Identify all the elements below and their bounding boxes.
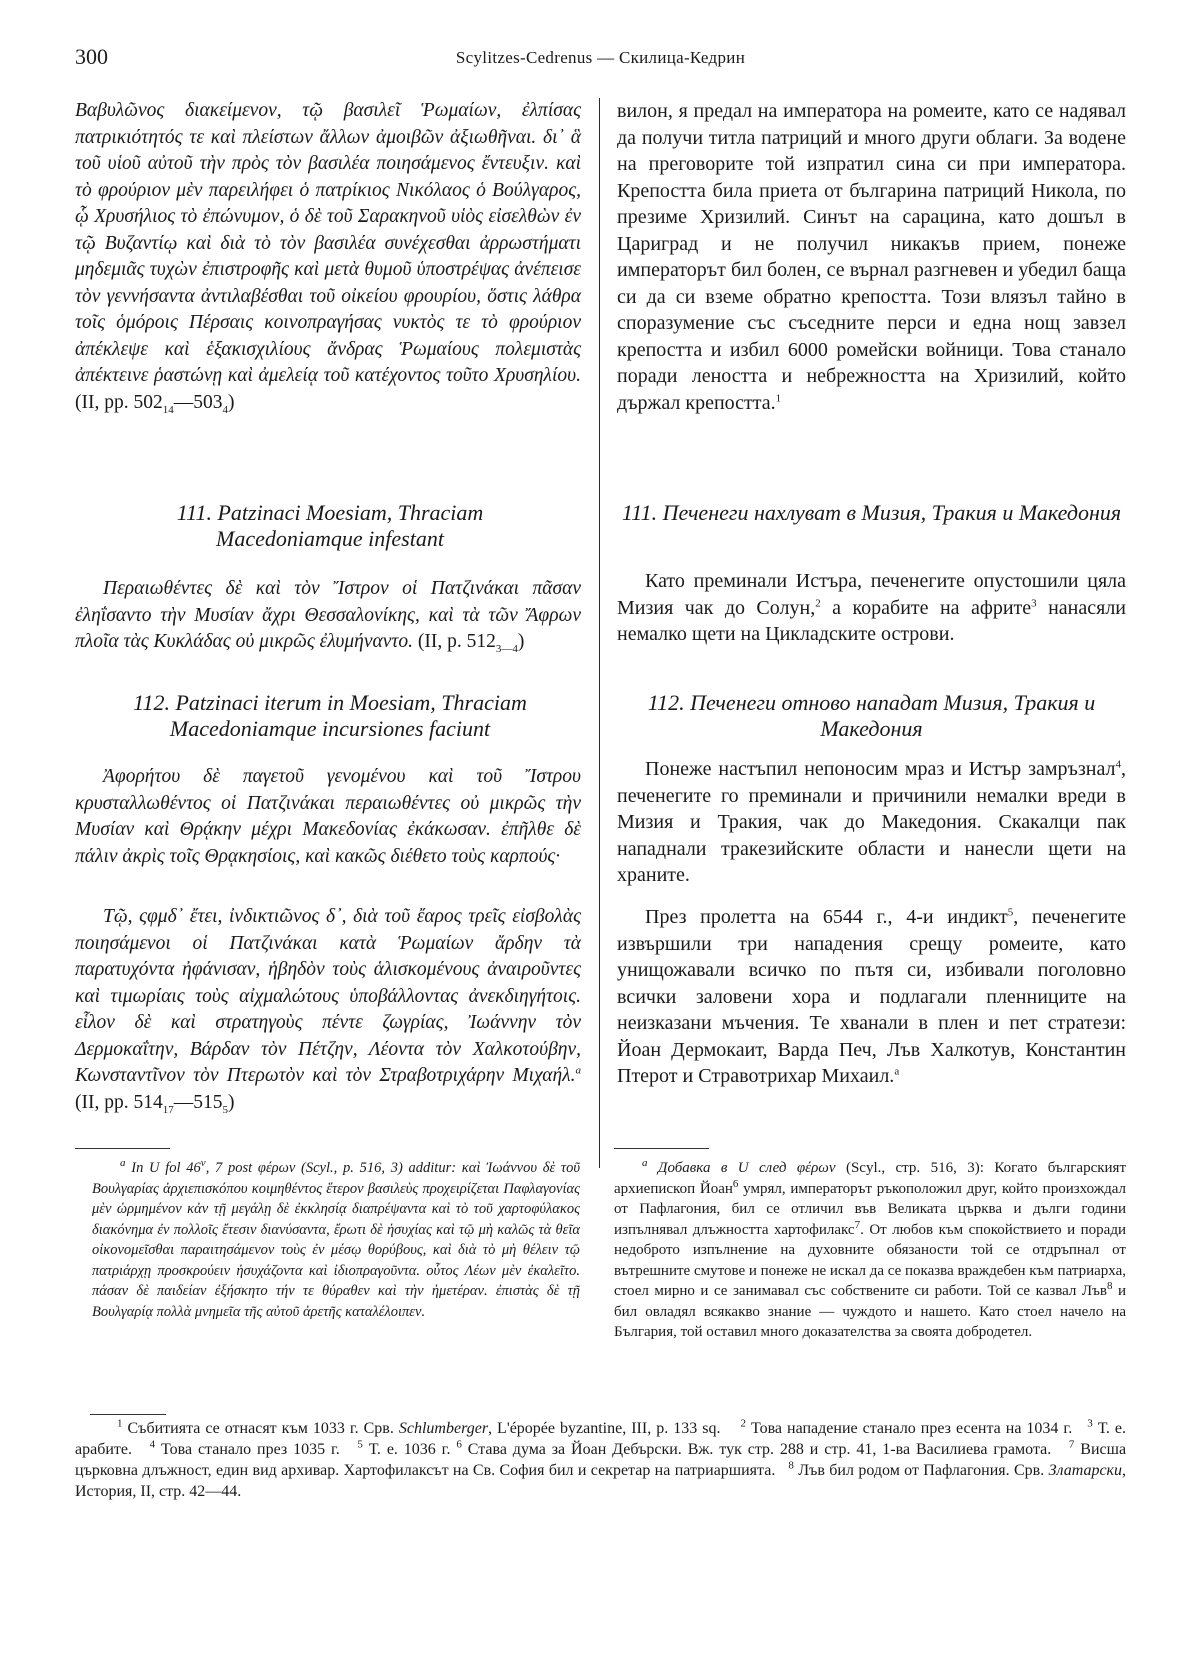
footnote-mark-a: a: [575, 1064, 581, 1077]
bottom-footnote-rule: [90, 1414, 166, 1415]
greek-heading-111: 111. Patzinaci Moesiam, Thraciam Macedoniamque infestant: [176, 500, 484, 551]
bulgarian-heading-111: 111. Печенеги нахлуват в Мизия, Тракия и Македония: [621, 500, 1122, 525]
page-number: 300: [75, 44, 108, 69]
greek-heading-112: 112. Patzinaci iterum in Moesiam, Thraciam Macedoniamque incursiones faciunt: [133, 690, 527, 741]
greek-intro-text: Βαβυλῶνος διακείμενον, τῷ βασιλεῖ Ῥωμαίων, ἐλπίσας πατρικιότητός τε καὶ πλείστων ἄλλων ἀμοιβῶν ἀξιωθῆναι. δι᾽ ἃ τοῦ υἱοῦ αὐτοῦ τὴν πρὸς τὸν βασιλέα ποιησάμενος ἔντευξιν. καὶ τὸ φρούριον μὲν παρειλήφει ὁ πατρίκιος Νικόλαος ὁ Βούλγαρος, ᾧ Χρυσήλιος τὸ ἐπώνυμον, ὁ δὲ τοῦ Σαρακηνοῦ υἱὸς εἰσελθὼν ἐν τῷ Βυζαντίῳ καὶ διὰ τὸ τὸν βασιλέα συνέχεσθαι ἀρρωστήματι μηδεμιᾶς τυχὼν ἐπιστροφῆς καὶ μετὰ θυμοῦ ὑποστρέψας ἀνέπεισε τὸν γεννήσαντα ἀντιλαβέσθαι τοῦ οἰκείου φρουρίου, ὅστις λάθρα τοῖς ὁμόροις Πέρσαις κοινοπραγήσας νυκτὸς τε τὸ φρούριον ἀπέκλεψε καὶ ἑξακισχιλίους ἄνδρας Ῥωμαίους πολεμιστὰς ἀπέκτεινε ῥαστώνῃ καὶ ἀμελείᾳ τοῦ κατέχοντος τοῦτο Χρυσηλίου.: [75, 100, 581, 386]
bulgarian-para-111: Като преминали Истъра, печенегите опустошили цяла Мизия чак до Солун,$^2$ а корабите на африте$^3$ нанасяли немалко щети на Цикладските острови.: [617, 570, 1126, 645]
bulgarian-intro: вилон, я предал на императора на ромеите, като се надявал да получи титла патриций и много други облаги. За водене на преговорите той изпратил сина си при императора. Крепостта била приета от българина патриций Никола, по презиме Хризилий. Синът на сарацина, като дошъл в Цариград и не получил никакъв прием, понеже императорът бил болен, се върнал разгневен и убедил баща си да си вземе обратно крепостта. Този влязъл тайно в споразумение със съседните перси и една нощ завзел крепостта и избил 6000 ромейски войници. Това станало поради леността и небрежността на Хризилий, който държал крепостта.$^1$: [617, 100, 1126, 414]
footnote-a-bulgarian: $^a$ Добавка в U след φέρων (Scyl., стр. 516, 3): Когато българският архиепископ Йоан$^6$ умрял, императорът ръкоположил друг, който произхождал от Пафлагония, бил се отличил във Великата църква и дълги години изпълнявал длъжността хартофилакс$^7$. От любов към спокойствието и поради недоброто изпълнение на духовните обязаности той се отдръпнал от вътрешните смутове и понеже не искал да се показва враждебен към патриарха, стоел мирно и се занимавал със собствените си работи. Той се казвал Лъв$^8$ и бил овладял всякакво знание — чуждото и нашето. Като стоел начело на България, той оставил много доказателства за своята добродетел.: [614, 1157, 1126, 1340]
footnote-rule: [75, 1148, 170, 1149]
page-header: [75, 44, 1126, 84]
column-divider: [599, 98, 600, 1168]
greek-para-111: Περαιωθέντες δὲ καὶ τὸν Ἴστρον οἱ Πατζινάκαι πᾶσαν ἐληΐσαντο τὴν Μυσίαν ἄχρι Θεσσαλονίκης, καὶ τὰ τῶν Ἄφρων πλοῖα τὰς Κυκλάδας οὐ μικρῶς ἐλυμήναντο. (II, p. $512_{3—4}$): [75, 578, 581, 655]
greek-intro: [75, 98, 581, 416]
running-title: Scylitzes-Cedrenus — Скилица-Кедрин: [455, 48, 746, 67]
bottom-footnotes: $^1$ Събитията се отнасят към 1033 г. Срв. Schlumberger, L'épopée byzantine, III, p. 133 sq. $^2$ Това нападение станало през есента на 1034 г. $^3$ Т. е. арабите. $^4$ Това станало през 1035 г. $^5$ Т. е. 1036 г. $^6$ Става дума за Йоан Дебърски. Вж. тук стр. 288 и стр. 41, 1-ва Василиева грамота. $^7$ Висша църковна длъжност, един вид архивар. Хартофилаксът на Св. София бил и секретар на патриаршията. $^8$ Лъв бил родом от Пафлагония. Срв. Златарски, История, II, стр. 42—44.: [75, 1417, 1127, 1500]
greek-para-111-ref: (II, p. $512_{3—4}$): [417, 631, 525, 655]
bulgarian-para-112a: Понеже настъпил непоносим мраз и Истър замръзнал$^4$, печенегите го преминали и причинили немалки вреди в Мизия и Тракия, чак до Македония. Скакалци пак нападнали тракезийските области и нанесли щети на храните.: [617, 758, 1126, 886]
footnote-a-greek: $^a$ In U fol 46$^v$, 7 post φέρων (Scyl., p. 516, 3) additur: καὶ Ἰωάννου δὲ τοῦ Βουλγαρίας ἀρχιεπισκόπου κοιμηθέντος ἕτερον βασιλεὺς προχειρίζεται Παφλαγονίας μὲν ὡρμημένον κἀν τῇ μεγάλῃ δὲ ἐκκλησίᾳ διαπρέψαντα καὶ τὸ τοῦ χαρτοφύλακος διακόνημα ἐν πολλοῖς ἔτεσιν διανύσαντα, ἔρωτι δὲ ἡσυχίας καὶ τῷ μὴ καλῶς τὰ θεῖα οἰκονομεῖσθαι παραιτησάμενον τοὺς ἐν μέσῳ θορύβους, καὶ διὰ τὸ μὴ θέλειν τῷ πατριάρχῃ προσκρούειν ἡσυχάζοντα καὶ ἰδιοπραγοῦντα. οὗτος Λέων μὲν ἐκαλεῖτο. πάσαν δὲ παιδείαν ἐξήσκητο τήν τε θύραθεν καὶ τὴν ἡμετέραν. ἐπιστὰς δὲ τῇ Βουλγαρίᾳ πολλὰ μνημεῖα τῆς αὐτοῦ ἀρετῆς καταλέλοιπεν.: [92, 1157, 580, 1320]
footnote-mark-a: a: [894, 1065, 900, 1078]
greek-para-112b-ref: (II, pp. $514_{17}—515_5$): [75, 1091, 235, 1116]
footnote-rule: [614, 1148, 709, 1149]
greek-intro-ref: (II, pp. $502_{14}—503_4$): [75, 391, 235, 416]
greek-para-112b: Τῷ, ςφμδ᾽ ἔτει, ἰνδικτιῶνος δ᾽, διὰ τοῦ ἔαρος τρεῖς εἰσβολὰς ποιησάμενοι οἱ Πατζινάκαι κατὰ Ῥωμαίων ἄρδην τὰ παρατυχόντα ἠφάνισαν, ἡβηδὸν τοὺς ἁλισκομένους ἀναιροῦντες καὶ τιμωρίαις τοὺς αἰχμαλώτους ὑποβάλλοντας ἀνεκδιηγήτοις. εἷλον δὲ καὶ στρατηγοὺς πέντε ζωγρίας, Ἰωάννην τὸν Δερμοκαΐτην, Βάρδαν τὸν Πέτζην, Λέοντα τὸν Χαλκοτούβην, Κωνσταντῖνον τὸν Πτερωτὸν καὶ τὸν Στραβοτριχάρην Μιχαήλ.$^a$ (II, pp. $514_{17}—515_5$): [75, 906, 581, 1116]
greek-para-112a: Ἀφορήτου δὲ παγετοῦ γενομένου καὶ τοῦ Ἴστρου κρυσταλλωθέντος οἱ Πατζινάκαι περαιωθέντες οὐ μικρῶς τὴν Μυσίαν καὶ Θρᾴκην μέχρι Μακεδονίας ἐκάκωσαν. ἐπῆλθε δὲ πάλιν ἀκρὶς τοῖς Θρᾳκησίοις, καὶ κακῶς διέθετο τοὺς καρπούς·: [75, 766, 581, 867]
bulgarian-para-112b: През пролетта на 6544 г., 4-и индикт$^5$, печенегите извършили три нападения срещу ромеите, като унищожавали всичко по пътя си, избивали поголовно всички заловени хора и подлагали пленниците на неизказани мъчения. Те хванали в плен и пет стратези: Йоан Дермокаит, Варда Печ, Лъв Халкотув, Константин Птерот и Стравотрихар Михаил.$^a$: [617, 906, 1127, 1087]
bulgarian-heading-112: 112. Печенеги отново нападат Мизия, Тракия и Македония: [647, 690, 1096, 741]
